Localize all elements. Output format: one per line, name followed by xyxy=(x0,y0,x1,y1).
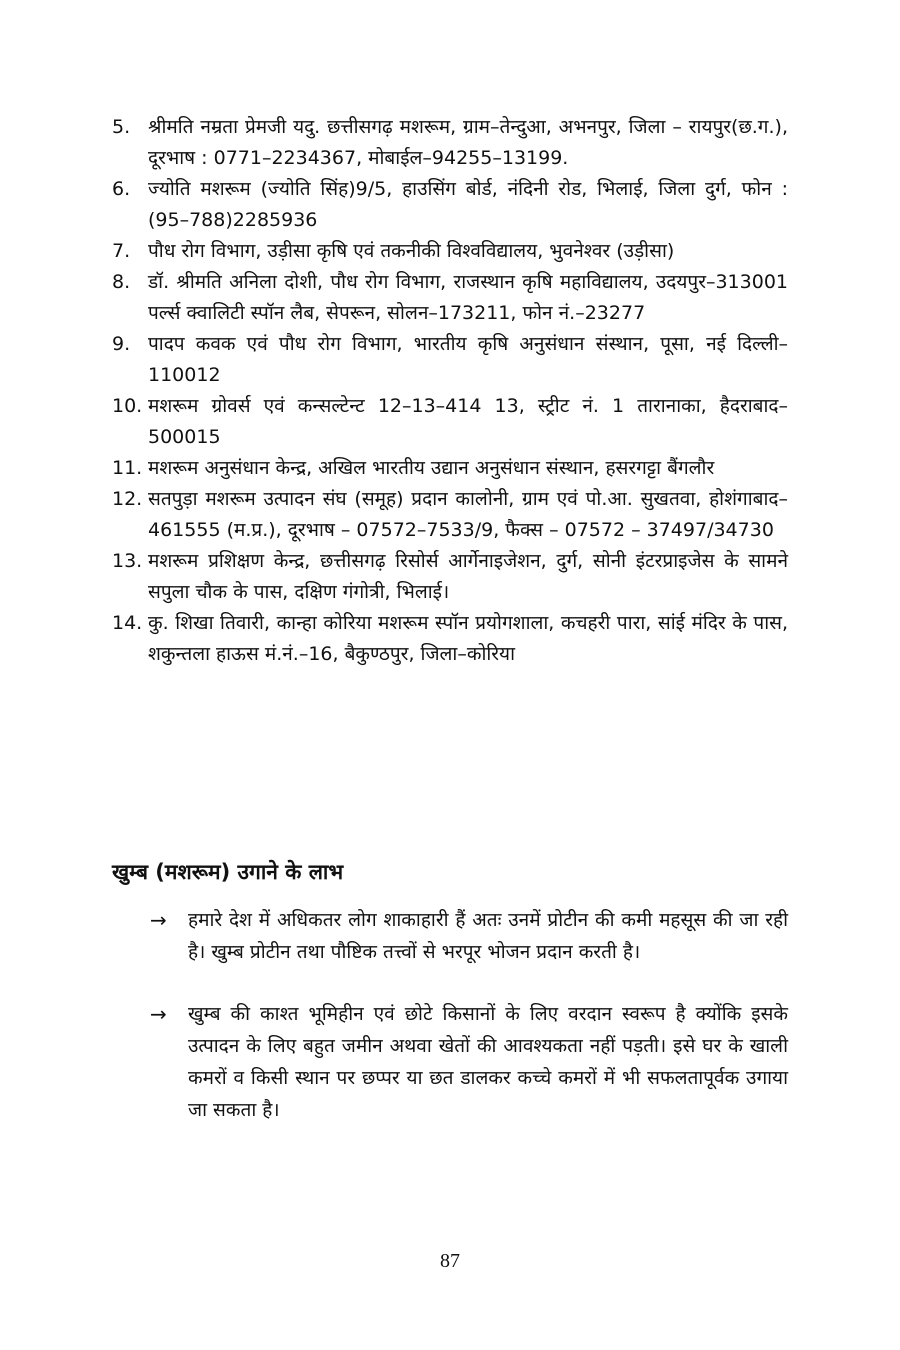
item-number: 7. xyxy=(112,240,131,262)
list-item xyxy=(112,391,788,453)
benefits-list xyxy=(150,904,788,1156)
contact-list xyxy=(112,112,788,670)
list-item xyxy=(112,329,788,391)
item-text: मशरूम प्रशिक्षण केन्द्र, छत्तीसगढ़ रिसोर्स आर्गेनाइजेशन, दुर्ग, सोनी इंटरप्राइजेस के सामने सपुला चौक के पास, दक्षिण गंगोत्री, भिलाई। xyxy=(148,550,788,603)
item-number: 12. xyxy=(112,488,143,510)
item-number: 8. xyxy=(112,271,131,293)
list-item xyxy=(150,998,788,1126)
arrow-right-icon: → xyxy=(150,1002,167,1026)
list-item xyxy=(150,904,788,968)
item-text: पौध रोग विभाग, उड़ीसा कृषि एवं तकनीकी विश्वविद्यालय, भुवनेश्वर (उड़ीसा) xyxy=(148,240,675,262)
bullet-text: हमारे देश में अधिकतर लोग शाकाहारी हैं अतः उनमें प्रोटीन की कमी महसूस की जा रही है। खुम्ब प्रोटीन तथा पौष्टिक तत्त्वों से भरपूर भोजन प्रदान करती है। xyxy=(188,909,788,963)
item-text: कु. शिखा तिवारी, कान्हा कोरिया मशरूम स्पॉन प्रयोगशाला, कचहरी पारा, सांई मंदिर के पास, शकुन्तला हाऊस मं.नं.–16, बैकुण्ठपुर, जिला–कोरिया xyxy=(148,612,788,665)
list-item xyxy=(112,484,788,546)
list-item xyxy=(112,546,788,608)
bullet-text: खुम्ब की काश्त भूमिहीन एवं छोटे किसानों के लिए वरदान स्वरूप है क्योंकि इसके उत्पादन के लिए बहुत जमीन अथवा खेतों की आवश्यकता नहीं पड़ती। इसे घर के खाली कमरों व किसी स्थान पर छप्पर या छत डालकर कच्चे कमरों में भी सफलतापूर्वक उगाया जा सकता है। xyxy=(188,1003,788,1121)
item-number: 13. xyxy=(112,550,143,572)
item-number: 11. xyxy=(112,457,143,479)
item-text: मशरूम ग्रोवर्स एवं कन्सल्टेन्ट 12–13–414 13, स्ट्रीट नं. 1 तारानाका, हैदराबाद–500015 xyxy=(148,395,788,448)
item-text: ज्योति मशरूम (ज्योति सिंह)9/5, हाउसिंग बोर्ड, नंदिनी रोड, भिलाई, जिला दुर्ग, फोन : (95–788)2285936 xyxy=(148,178,788,231)
item-text: सतपुड़ा मशरूम उत्पादन संघ (समूह) प्रदान कालोनी, ग्राम एवं पो.आ. सुखतवा, होशंगाबाद–461555 (म.प्र.), दूरभाष – 07572–7533/9, फैक्स – 07572 – 37497/34730 xyxy=(148,488,788,541)
list-item xyxy=(112,608,788,670)
list-item xyxy=(112,174,788,236)
list-item xyxy=(112,112,788,174)
arrow-right-icon: → xyxy=(150,908,167,932)
item-number: 14. xyxy=(112,612,143,634)
item-number: 9. xyxy=(112,333,131,355)
item-text: पादप कवक एवं पौध रोग विभाग, भारतीय कृषि अनुसंधान संस्थान, पूसा, नई दिल्ली–110012 xyxy=(148,333,788,386)
page-number: 87 xyxy=(440,1250,460,1272)
section-heading: खुम्ब (मशरूम) उगाने के लाभ xyxy=(112,860,344,884)
list-item xyxy=(112,267,788,329)
item-text: मशरूम अनुसंधान केन्द्र, अखिल भारतीय उद्यान अनुसंधान संस्थान, हसरगट्टा बैंगलौर xyxy=(148,457,715,479)
list-item xyxy=(112,236,788,267)
item-text: श्रीमति नम्रता प्रेमजी यदु. छत्तीसगढ़ मशरूम, ग्राम–तेन्दुआ, अभनपुर, जिला – रायपुर(छ.ग.), दूरभाष : 0771–2234367, मोबाईल–94255–13199. xyxy=(148,116,788,169)
item-number: 6. xyxy=(112,178,131,200)
item-text: डॉ. श्रीमति अनिला दोशी, पौध रोग विभाग, राजस्थान कृषि महाविद्यालय, उदयपुर–313001 पर्ल्स क्वालिटी स्पॉन लैब, सेपरून, सोलन–173211, फोन नं.–23277 xyxy=(148,271,788,324)
item-number: 5. xyxy=(112,116,131,138)
item-number: 10. xyxy=(112,395,143,417)
list-item xyxy=(112,453,788,484)
